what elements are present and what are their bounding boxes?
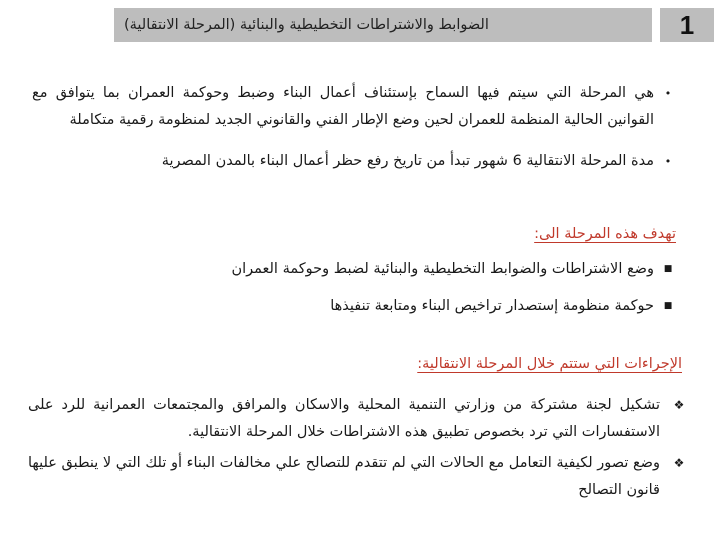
procedure-text: وضع تصور لكيفية التعامل مع الحالات التي لم تتقدم للتصالح علي مخالفات البناء أو تلك التي لا ينطبق عليها قانون التصالح	[28, 455, 660, 498]
intro-point-text: مدة المرحلة الانتقالية 6 شهور تبدأ من تاريخ رفع حظر أعمال البناء بالمدن المصرية	[161, 153, 654, 169]
procedures-heading: الإجراءات التي ستتم خلال المرحلة الانتقالية:	[417, 356, 682, 372]
square-bullet-icon: ■	[663, 301, 673, 311]
goals-heading: تهدف هذه المرحلة الى:	[534, 226, 676, 242]
intro-section	[32, 80, 680, 175]
bullet-dot-icon: •	[664, 87, 672, 100]
bullet-dot-icon: •	[664, 155, 672, 168]
list-item	[32, 256, 680, 283]
square-bullet-icon: ■	[663, 264, 673, 274]
slide-title-bar	[114, 8, 652, 42]
diamond-bullet-icon: ❖	[673, 456, 685, 470]
slide-title: الضوابط والاشتراطات التخطيطية والبنائية (المرحلة الانتقالية)	[124, 17, 489, 33]
list-item	[28, 392, 686, 446]
list-item	[32, 148, 680, 175]
goal-text: وضع الاشتراطات والضوابط التخطيطية والبنائية لضبط وحوكمة العمران	[231, 261, 654, 277]
list-item	[28, 450, 686, 504]
slide-number: 1	[660, 8, 714, 42]
goals-list	[32, 256, 680, 320]
intro-point-text: هي المرحلة التي سيتم فيها السماح بإستئناف أعمال البناء وضبط وحوكمة العمران بما يتوافق مع القوانين الحالية المنظمة للعمران لحين وضع الإطار الفني والقانوني الجديد لمنظومة رقمية متكاملة	[32, 85, 654, 128]
procedures-list	[28, 392, 686, 504]
goal-text: حوكمة منظومة إستصدار تراخيص البناء ومتابعة تنفيذها	[330, 298, 654, 314]
procedure-text: تشكيل لجنة مشتركة من وزارتي التنمية المحلية والاسكان والمرافق والمجتمعات العمرانية للرد على الاستفسارات التي ترد بخصوص تطبيق هذه الاشتراطات خلال المرحلة الانتقالية.	[28, 397, 660, 440]
list-item	[32, 293, 680, 320]
list-item	[32, 80, 680, 134]
diamond-bullet-icon: ❖	[673, 398, 685, 412]
